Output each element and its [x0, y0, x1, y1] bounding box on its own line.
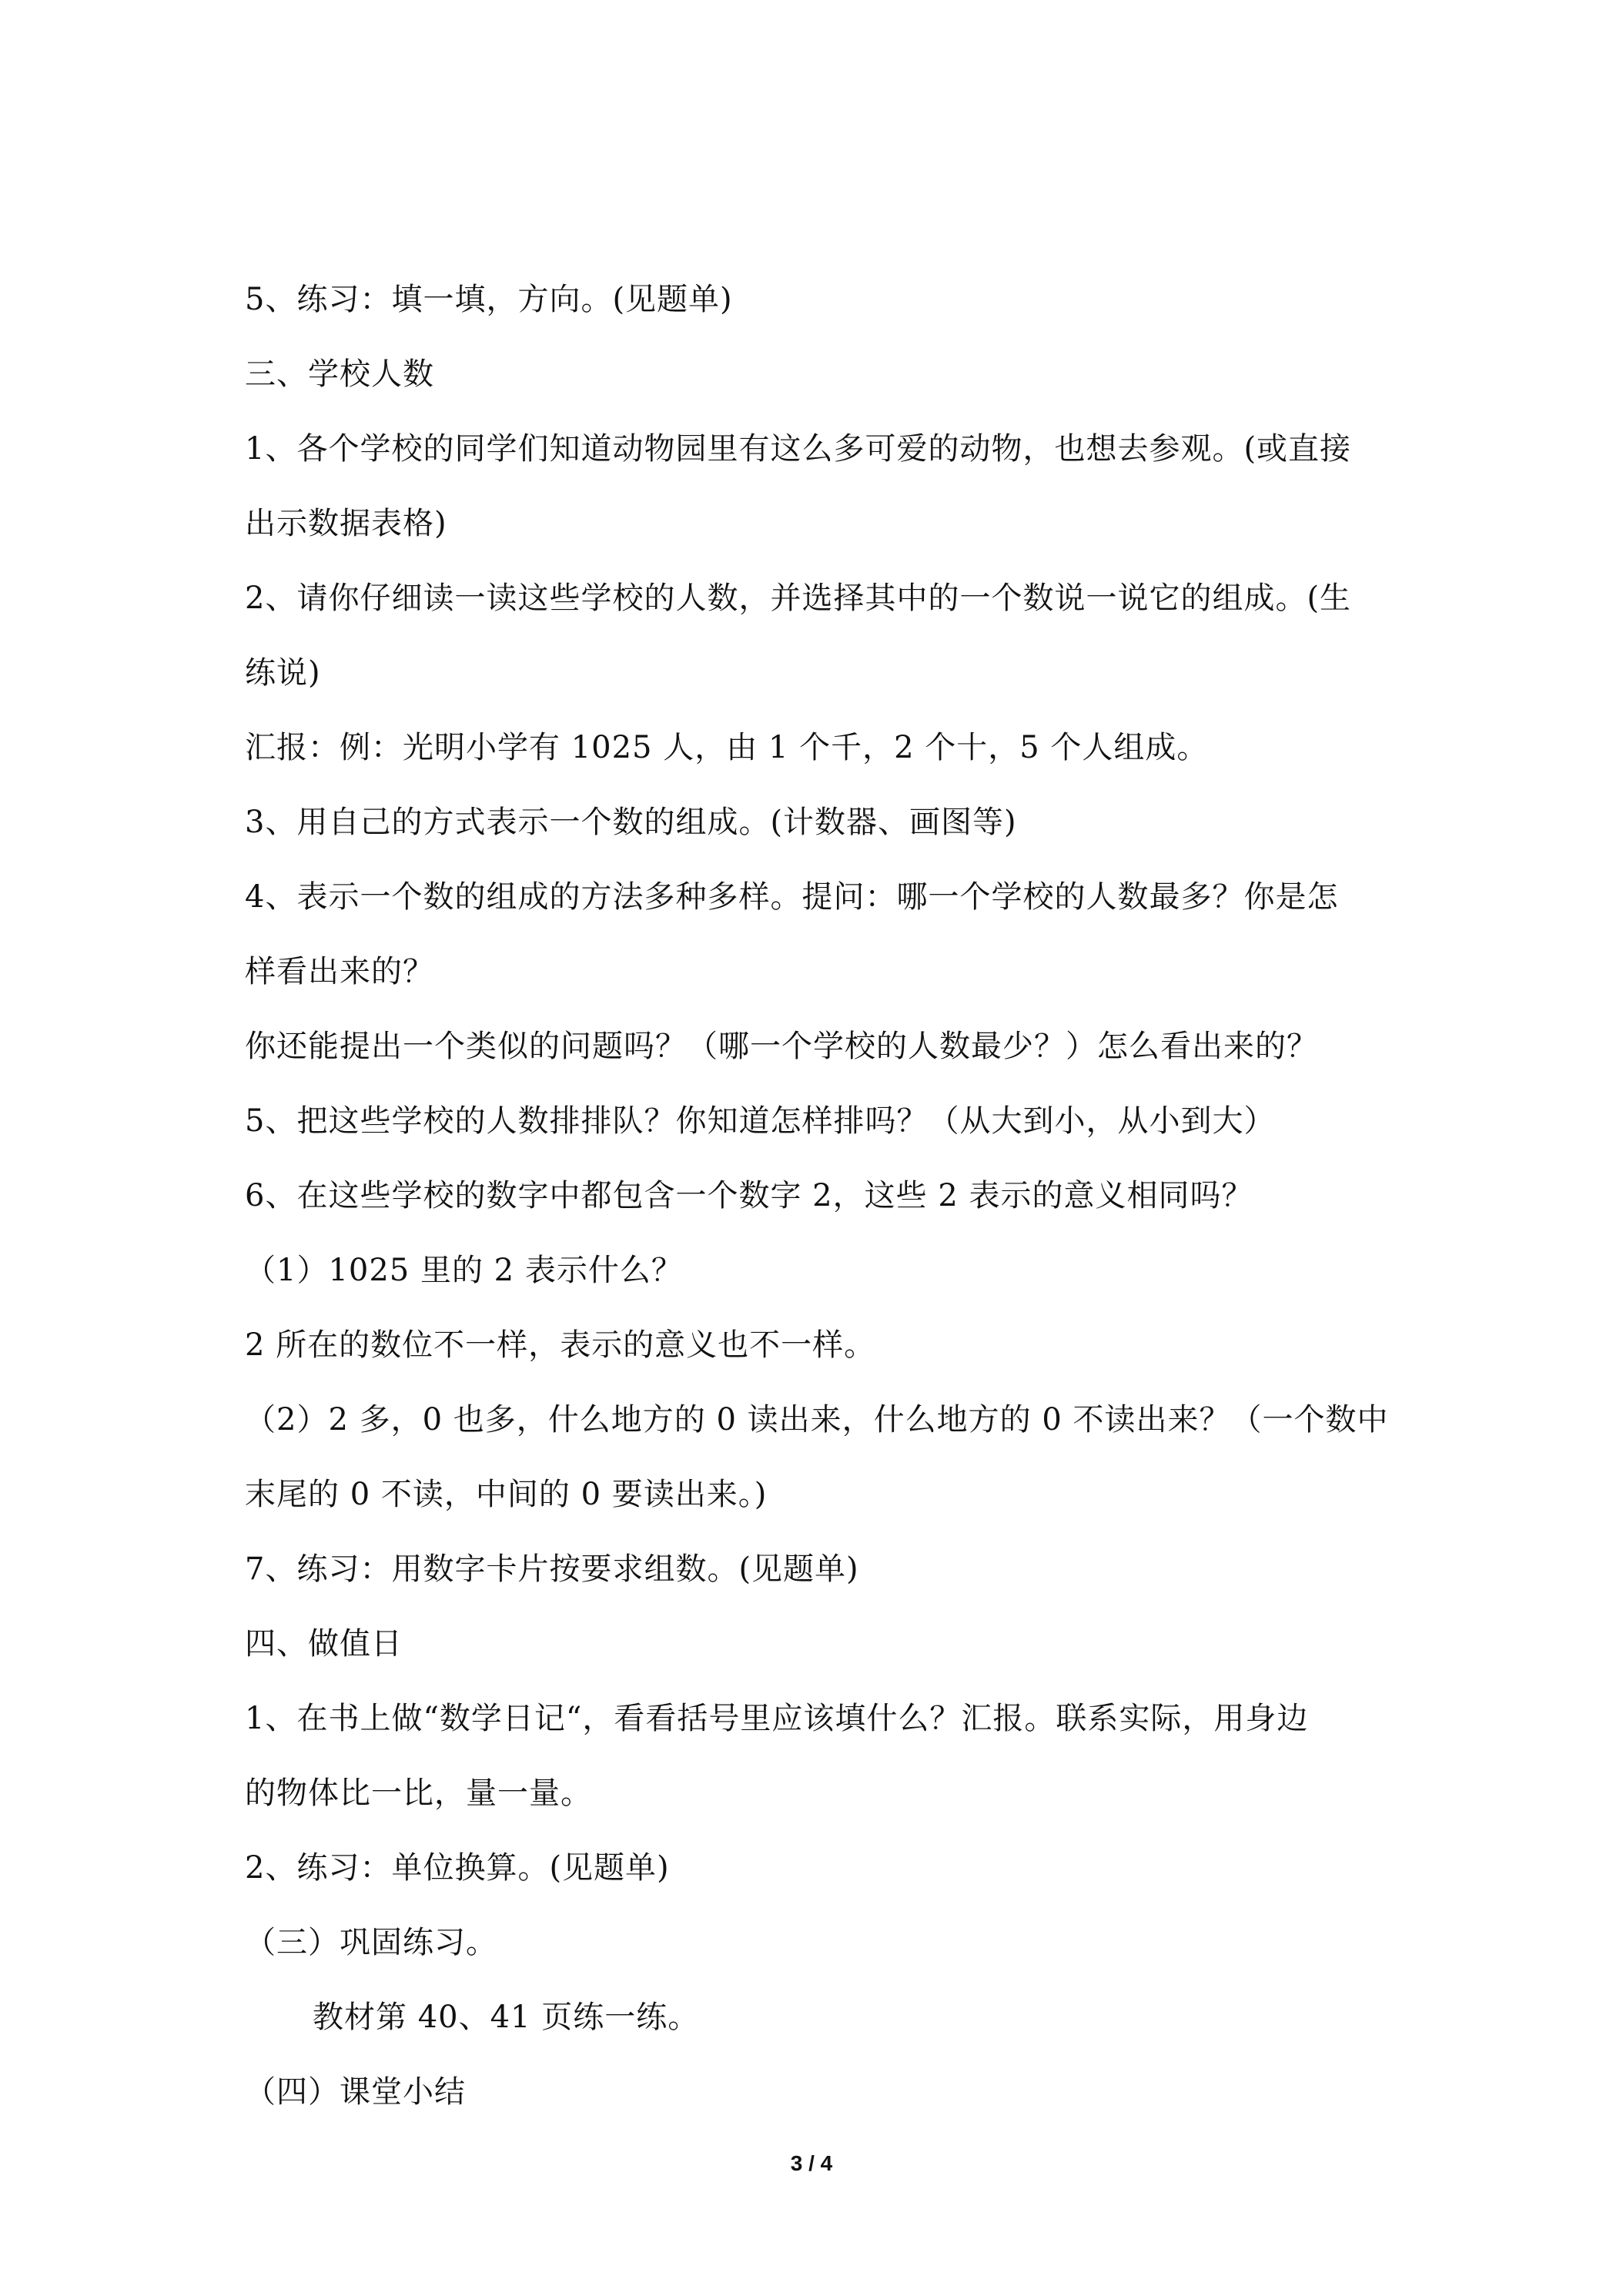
text-line-7: 汇报：例：光明小学有 1025 人，由 1 个千，2 个十，5 个人组成。 [245, 730, 1209, 765]
section-heading-consolidation: （三）巩固练习。 [245, 1925, 497, 1960]
text-line-6: 练说) [245, 655, 321, 691]
text-line-18: 7、练习：用数字卡片按要求组数。(见题单) [245, 1551, 859, 1587]
text-line-3: 1、各个学校的同学们知道动物园里有这么多可爱的动物，也想去参观。(或直接 [245, 431, 1352, 467]
text-line-16: （2）2 多，0 也多，什么地方的 0 读出来，什么地方的 0 不读出来？（一个数中 [245, 1402, 1389, 1438]
text-line-21: 的物体比一比，量一量。 [245, 1776, 592, 1811]
text-line-8: 3、用自己的方式表示一个数的组成。(计数器、画图等) [245, 805, 1017, 840]
text-line-13: 6、在这些学校的数字中都包含一个数字 2，这些 2 表示的意义相同吗？ [245, 1178, 1253, 1213]
text-line-24: 教材第 40、41 页练一练。 [313, 2000, 700, 2035]
section-heading-summary: （四）课堂小结 [245, 2074, 466, 2110]
section-heading-school-count: 三、学校人数 [245, 356, 434, 392]
text-line-12: 5、把这些学校的人数排排队？你知道怎样排吗？（从大到小，从小到大） [245, 1103, 1276, 1139]
text-line-1: 5、练习：填一填，方向。(见题单) [245, 282, 733, 317]
text-line-10: 样看出来的？ [245, 954, 434, 989]
text-line-4: 出示数据表格) [245, 506, 447, 541]
text-line-9: 4、表示一个数的组成的方法多种多样。提问：哪一个学校的人数最多？你是怎 [245, 879, 1339, 915]
text-line-17: 末尾的 0 不读，中间的 0 要读出来。) [245, 1477, 768, 1512]
section-heading-duty: 四、做值日 [245, 1626, 403, 1662]
text-line-14: （1）1025 里的 2 表示什么？ [245, 1253, 683, 1288]
text-line-15: 2 所在的数位不一样，表示的意义也不一样。 [245, 1327, 876, 1363]
page-number: 3 / 4 [790, 2151, 833, 2175]
text-line-5: 2、请你仔细读一读这些学校的人数，并选择其中的一个数说一说它的组成。(生 [245, 581, 1352, 616]
text-line-20: 1、在书上做“数学日记“，看看括号里应该填什么？汇报。联系实际，用身边 [245, 1701, 1309, 1736]
text-line-22: 2、练习：单位换算。(见题单) [245, 1850, 670, 1886]
text-line-11: 你还能提出一个类似的问题吗？（哪一个学校的人数最少？）怎么看出来的？ [245, 1029, 1318, 1064]
